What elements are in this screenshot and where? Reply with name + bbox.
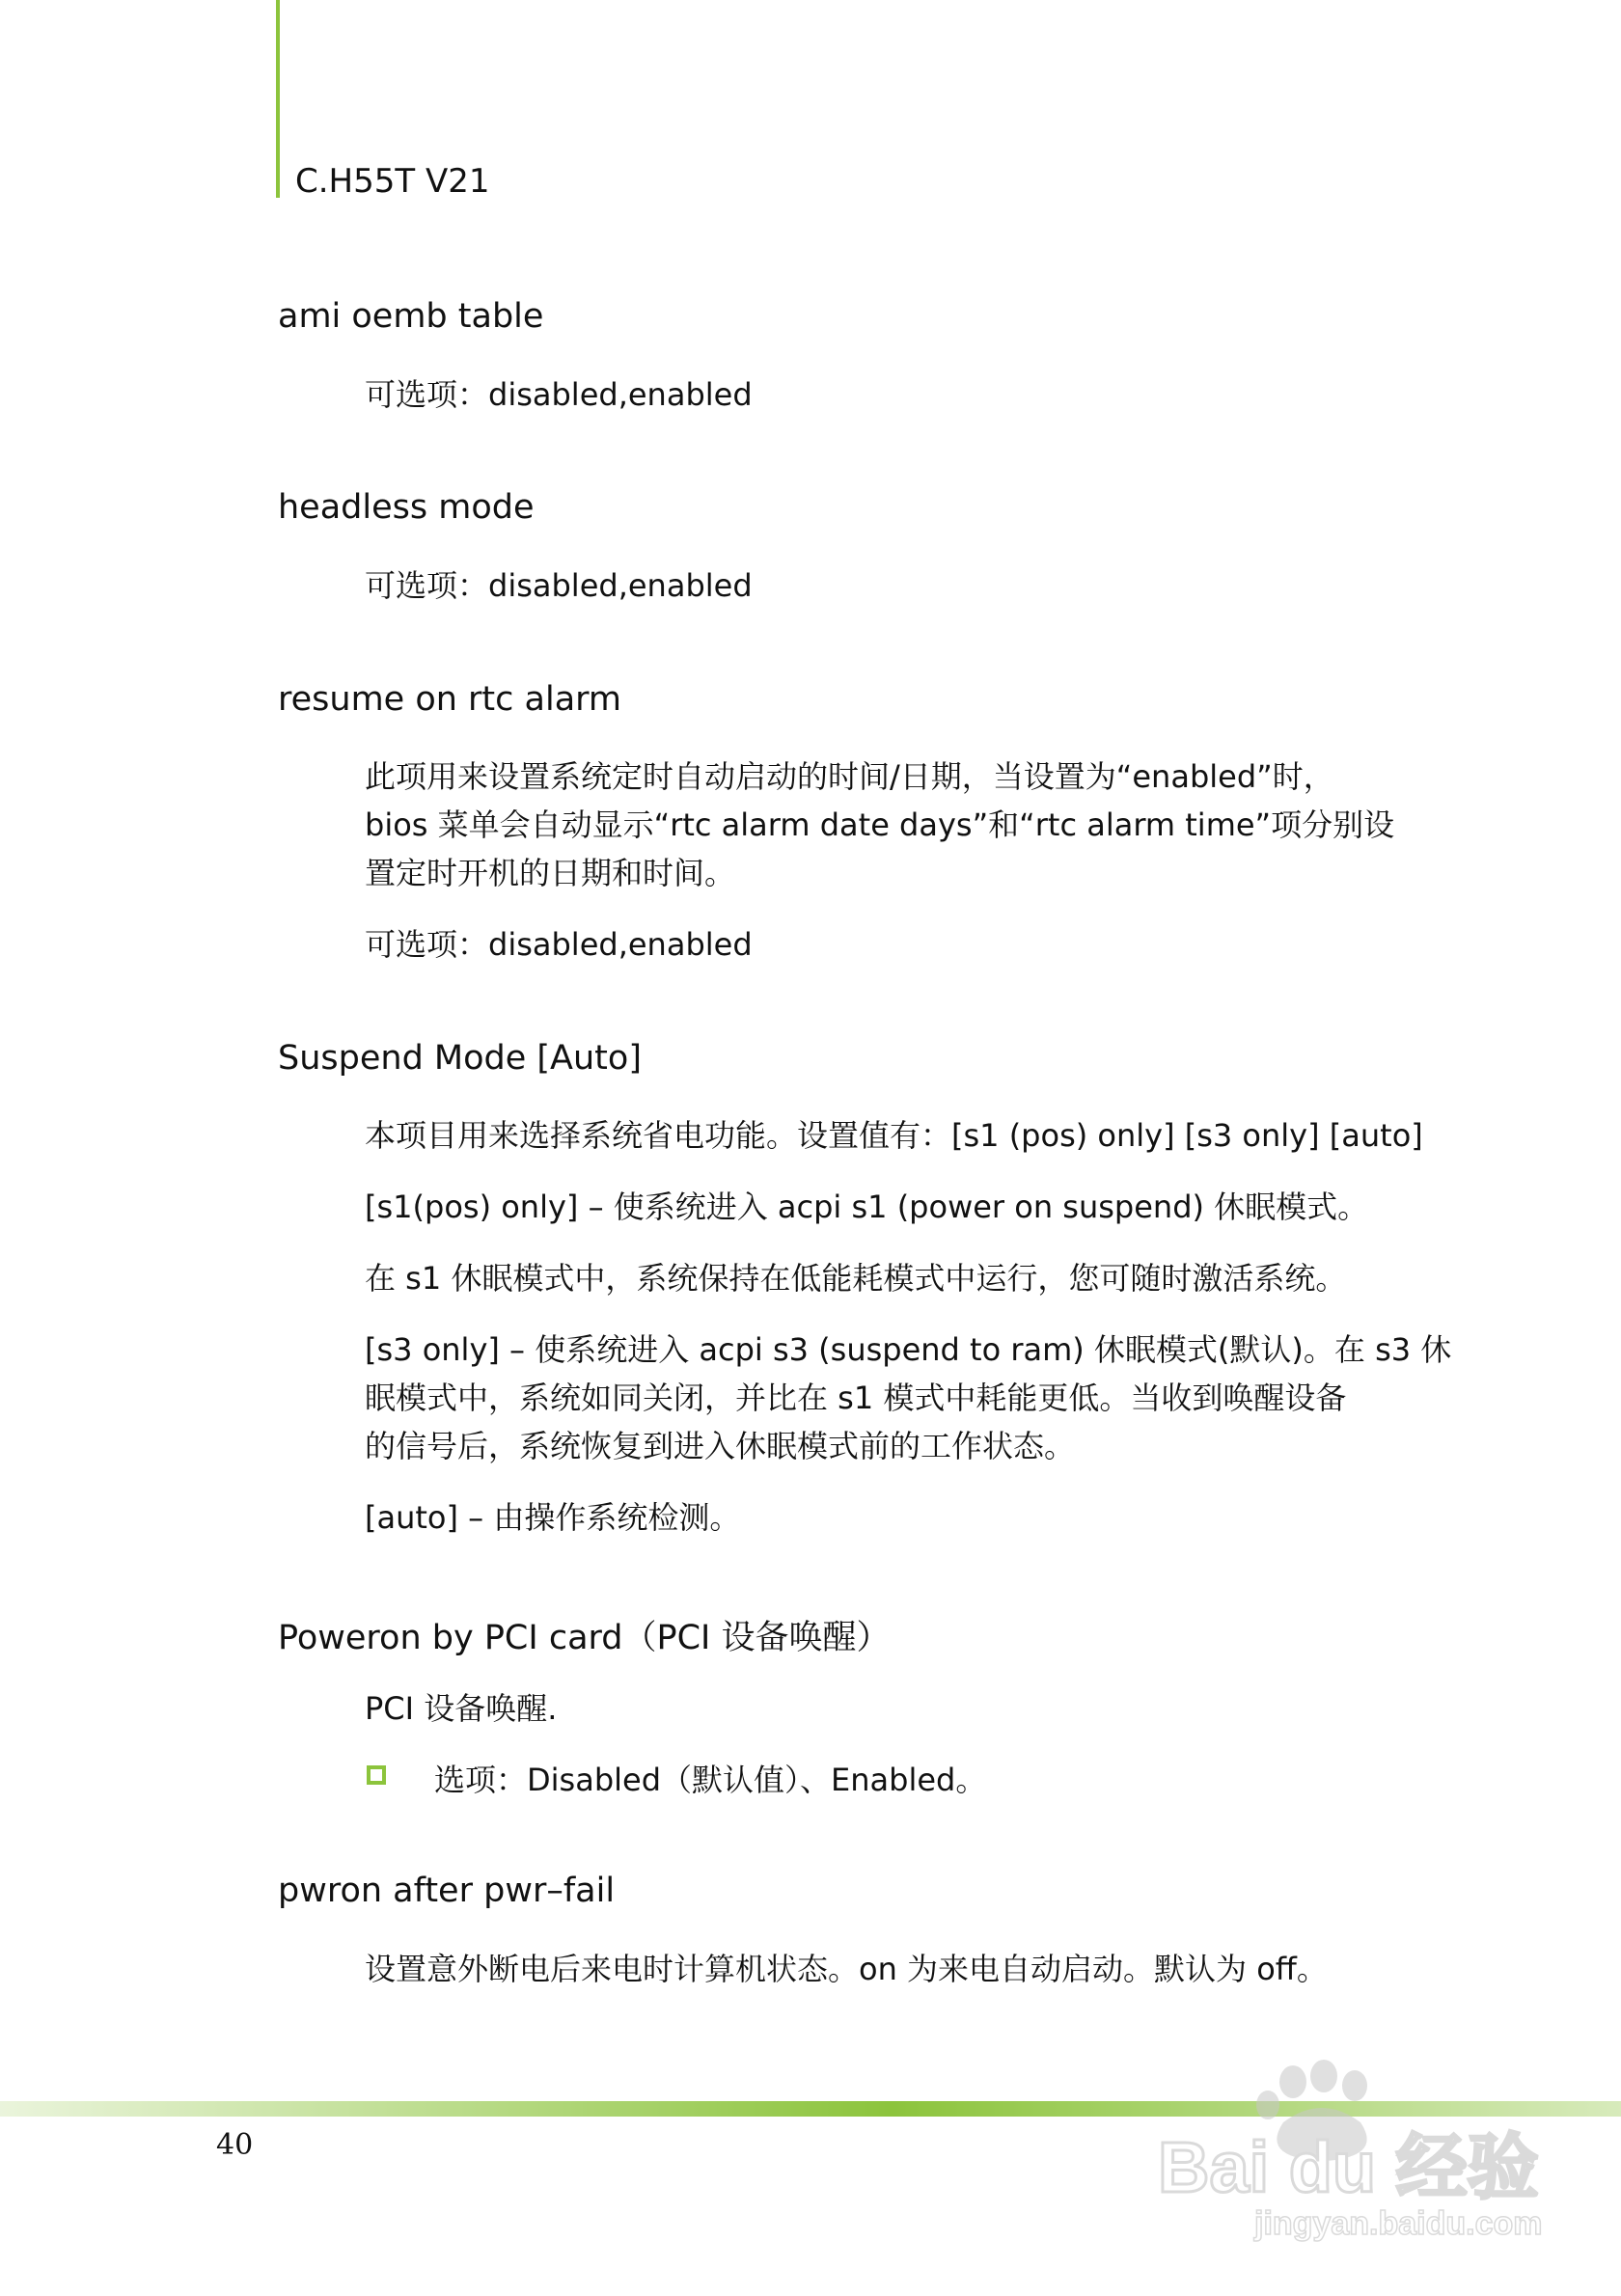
description-line: 置定时开机的日期和时间。 bbox=[365, 855, 736, 891]
option-line: 可选项：disabled,enabled bbox=[365, 926, 753, 963]
checkbox-bullet-icon bbox=[367, 1765, 386, 1785]
description-line: 的信号后，系统恢复到进入休眠模式前的工作状态。 bbox=[365, 1428, 1076, 1464]
description-line: 此项用来设置系统定时自动启动的时间/日期，当设置为“enabled”时， bbox=[365, 758, 1334, 795]
option-line: 可选项：disabled,enabled bbox=[365, 567, 753, 604]
watermark-url: jingyan.baidu.com bbox=[1254, 2205, 1543, 2242]
description-line: bios 菜单会自动显示“rtc alarm date days”和“rtc alarm time”项分别设 bbox=[365, 806, 1395, 843]
description-line: [auto] – 由操作系统检测。 bbox=[365, 1499, 741, 1536]
description-line: 设置意外断电后来电时计算机状态。on 为来电自动启动。默认为 off。 bbox=[365, 1951, 1328, 1987]
option-bullet: 选项：Disabled（默认值）、Enabled。 bbox=[434, 1762, 987, 1798]
section-heading: ami oemb table bbox=[278, 297, 544, 336]
description-line: [s1(pos) only] – 使系统进入 acpi s1 (power on suspend) 休眠模式。 bbox=[365, 1189, 1369, 1225]
description-line: 在 s1 休眠模式中，系统保持在低能耗模式中运行，您可随时激活系统。 bbox=[365, 1260, 1347, 1297]
section-heading: Poweron by PCI card（PCI 设备唤醒） bbox=[278, 1619, 891, 1657]
section-heading: Suspend Mode [Auto] bbox=[278, 1039, 642, 1078]
baidu-jingyan-watermark bbox=[1148, 2055, 1582, 2248]
section-heading: pwron after pwr–fail bbox=[278, 1872, 616, 1910]
description-line: PCI 设备唤醒. bbox=[365, 1690, 558, 1727]
description-line: [s3 only] – 使系统进入 acpi s3 (suspend to ram) 休眠模式(默认)。在 s3 休 bbox=[365, 1331, 1452, 1368]
option-line: 可选项：disabled,enabled bbox=[365, 376, 753, 413]
section-heading: headless mode bbox=[278, 488, 535, 527]
model-label: C.H55T V21 bbox=[295, 162, 490, 201]
page-number: 40 bbox=[216, 2128, 254, 2162]
header-accent-rule bbox=[276, 0, 280, 198]
section-heading: resume on rtc alarm bbox=[278, 680, 622, 719]
watermark-brand: Bai du 经验 bbox=[1158, 2127, 1539, 2207]
description-line: 眠模式中，系统如同关闭，并比在 s1 模式中耗能更低。当收到唤醒设备 bbox=[365, 1380, 1347, 1416]
description-line: 本项目用来选择系统省电功能。设置值有：[s1 (pos) only] [s3 only] [auto] bbox=[365, 1117, 1423, 1154]
